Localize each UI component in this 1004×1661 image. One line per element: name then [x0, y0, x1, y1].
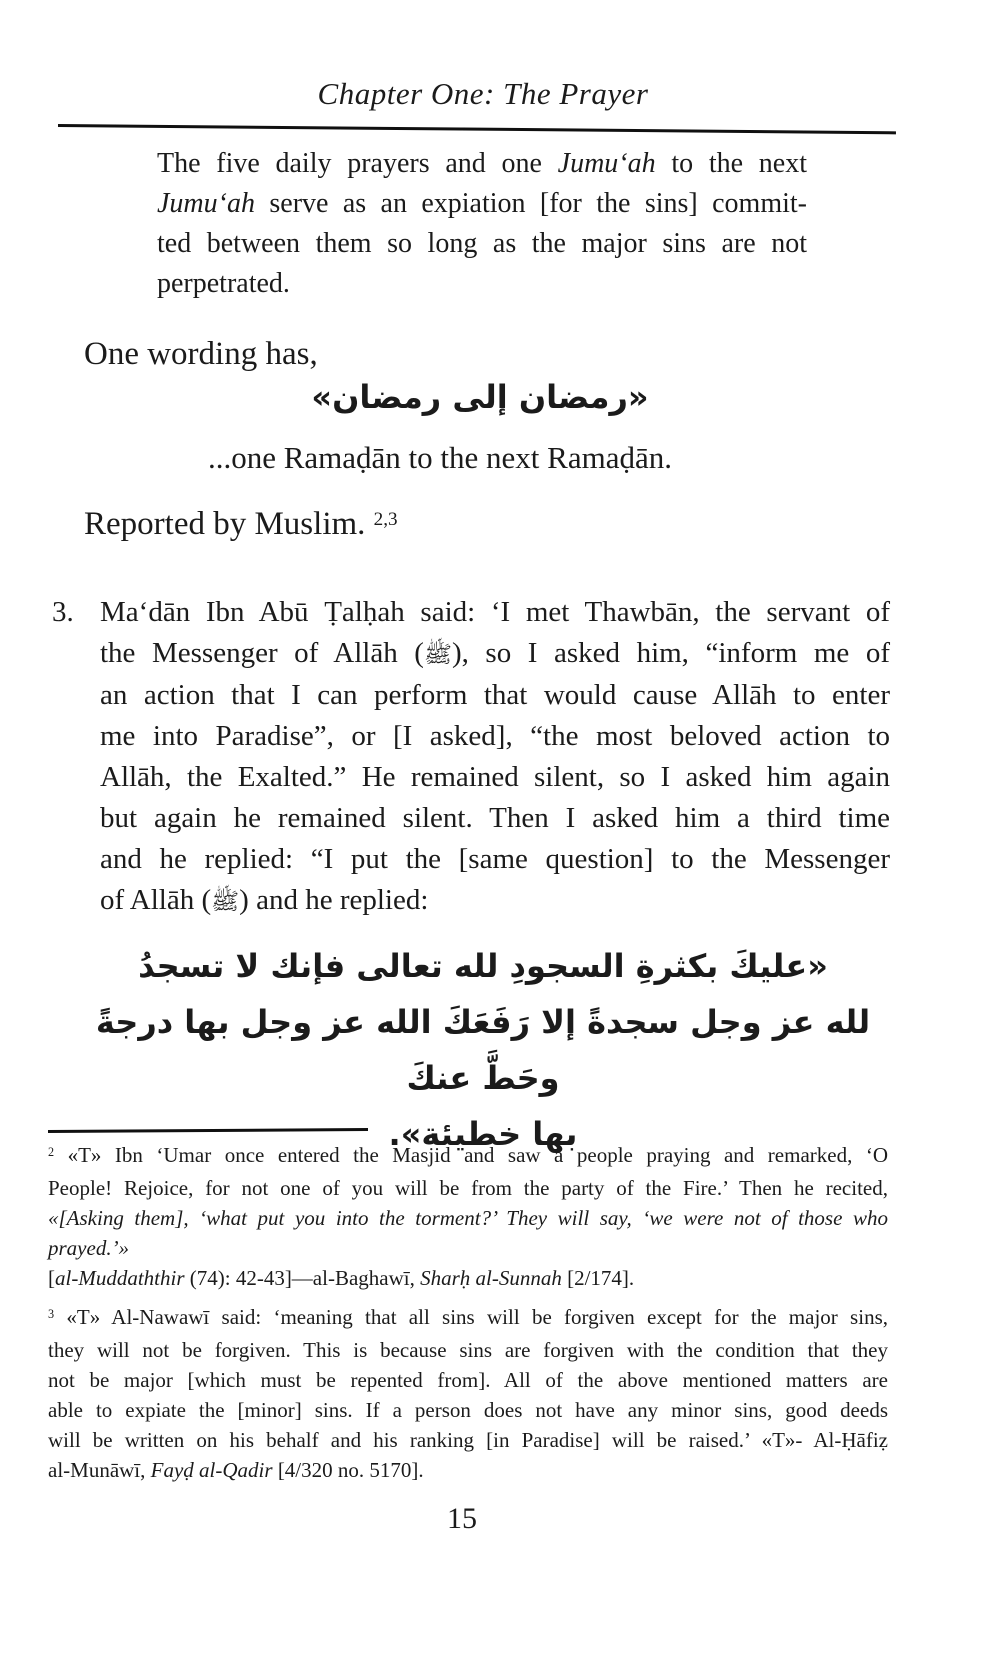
page-number: 15 — [447, 1502, 477, 1535]
wording-translation: ...one Ramaḍān to the next Ramaḍān. — [207, 440, 672, 475]
footnote-3: $^3$ «T» Al-Nawawī said: ‘meaning that all sins will be forgiven except for the major sins, they will not be forgiven. This is because sins are forgiven with the condition that they not be major [which must be repented from]. All of the above mentioned matters are able to expiate the [minor] sins. If a person does not have any minor sins, good deeds will be written on his behalf and his ranking [in Paradise] will be raised.’ «T»- Al-Ḥāfiẓ al-Munāwī, Fayḍ al-Qadir [4/320 no. 5170]. — [48, 1305, 888, 1482]
arabic-hadith-text: «عليكَ بكثرةِ السجودِ لله تعالى فإنك لا تسجدُ لله عز وجل سجدةً إلا رَفَعَكَ الله عز وجل بها درجةً وحَطَّ عنكَ بها خطيئة». — [95, 947, 871, 1153]
hadith-item-3 — [52, 592, 890, 922]
footnote-2: $^2$ «T» Ibn ‘Umar once entered the Masjid and saw a people praying and remarked, ‘O People! Rejoice, for not one of you will be from the party of the Fire.’ Then he recited, «[Asking them], ‘what put you into the torment?’ They will say, ‘we were not of those who prayed.’» [al-Muddaththir (74): 42-43]—al-Baghawī, Sharḥ al-Sunnah [2/174]. — [48, 1143, 888, 1290]
wording-intro: One wording has, — [84, 336, 318, 372]
footnotes — [48, 1140, 888, 1485]
hadith-3-text: Ma‘dān Ibn Abū Ṭalḥah said: ‘I met Thawbān, the servant of the Messenger of Allāh (ﷺ), so I asked him, “inform me of an action that I can perform that would cause Allāh to enter me into Paradise”, or [I asked], “the most beloved action to Allāh, the Exalted.” He remained silent, so I asked him again but again he remained silent. Then I asked him a third time and he replied: “I put the [same question] to the Messenger of Allāh (ﷺ) and he replied: — [100, 596, 890, 916]
hadith-quote-translation: The five daily prayers and one Jumu‘ah to the next Jumu‘ah serve as an expiation [for the sins] commit- ted between them so long as the major sins are not perpetrated. — [157, 148, 807, 299]
item-number: 3. — [52, 596, 74, 628]
header-rule — [58, 124, 896, 134]
chapter-heading: Chapter One: The Prayer — [317, 76, 649, 111]
arabic-wording: «رمضان إلى رمضان» — [311, 378, 649, 416]
attribution-line: Reported by Muslim. $^{2,3}$ — [84, 506, 398, 542]
